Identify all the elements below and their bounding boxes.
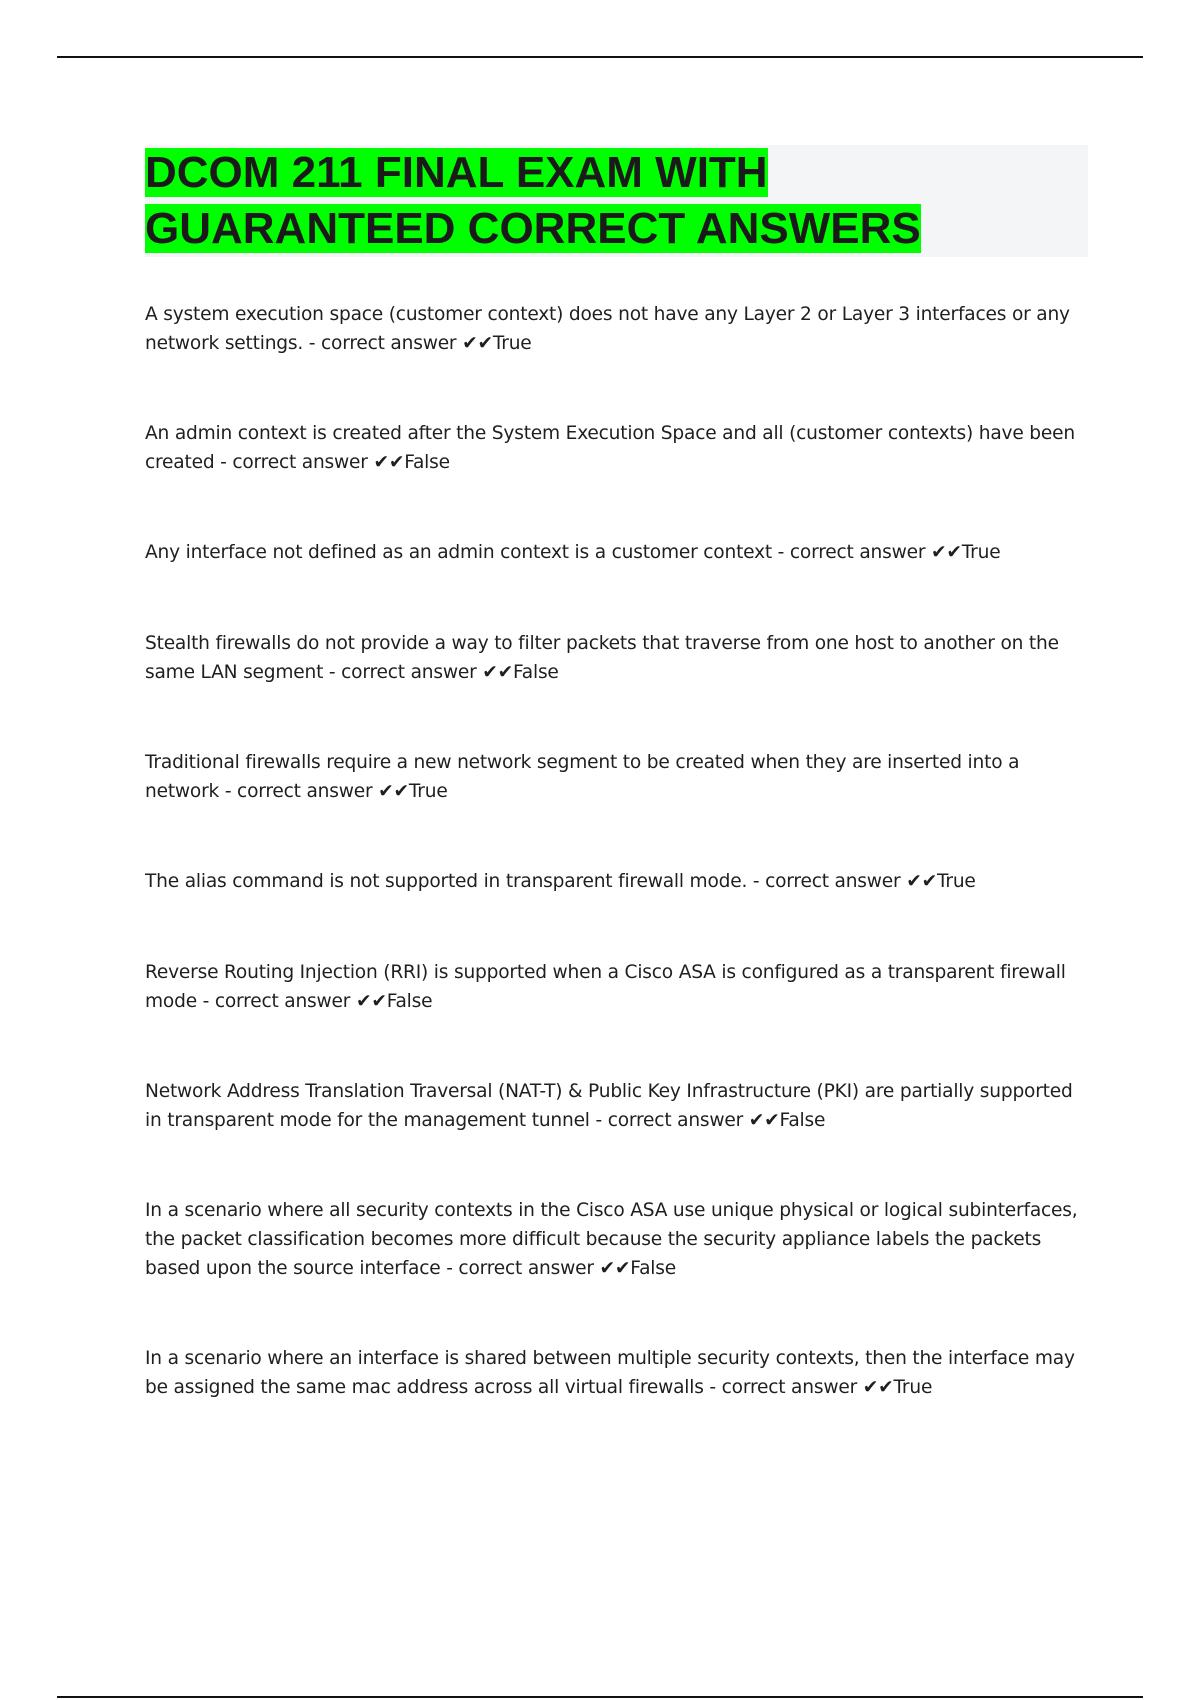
question-answer-list (145, 300, 1090, 1402)
spacer (145, 567, 1090, 629)
qa-item-9: In a scenario where all security contexts in the Cisco ASA use unique physical or logical subinterfaces, the packet classification becomes more difficult because the security appliance labels the packets based upon the source interface - correct answer ✔✔False (145, 1200, 1078, 1279)
top-divider (57, 56, 1143, 58)
title-line-1: DCOM 211 FINAL EXAM WITH (145, 148, 768, 197)
title-line-2: GUARANTEED CORRECT ANSWERS (145, 204, 921, 253)
spacer (145, 1016, 1090, 1077)
qa-item-4: Stealth firewalls do not provide a way to filter packets that traverse from one host to another on the same LAN segment - correct answer ✔✔False (145, 633, 1059, 683)
qa-item-2: An admin context is created after the System Execution Space and all (customer contexts) have been created - correct answer ✔✔False (145, 423, 1075, 473)
spacer (145, 687, 1090, 748)
page-title (145, 145, 1088, 257)
spacer (145, 806, 1090, 867)
qa-item-1: A system execution space (customer context) does not have any Layer 2 or Layer 3 interfaces or any network settings. - correct answer ✔✔True (145, 304, 1070, 354)
title-block (145, 145, 1088, 257)
spacer (145, 477, 1090, 538)
spacer (145, 1135, 1090, 1196)
bottom-divider (57, 1696, 1143, 1698)
spacer (145, 896, 1090, 958)
spacer (145, 1283, 1090, 1344)
qa-item-10: In a scenario where an interface is shared between multiple security contexts, then the interface may be assigned the same mac address across all virtual firewalls - correct answer ✔✔True (145, 1348, 1075, 1398)
spacer (145, 358, 1090, 419)
qa-item-6: The alias command is not supported in transparent firewall mode. - correct answer ✔✔True (145, 871, 976, 892)
qa-item-8: Network Address Translation Traversal (NAT-T) & Public Key Infrastructure (PKI) are partially supported in transparent mode for the management tunnel - correct answer ✔✔False (145, 1081, 1073, 1131)
qa-item-5: Traditional firewalls require a new network segment to be created when they are inserted into a network - correct answer ✔✔True (145, 752, 1020, 802)
qa-item-3: Any interface not defined as an admin context is a customer context - correct answer ✔✔True (145, 542, 1001, 563)
qa-item-7: Reverse Routing Injection (RRI) is supported when a Cisco ASA is configured as a transparent firewall mode - correct answer ✔✔False (145, 962, 1066, 1012)
